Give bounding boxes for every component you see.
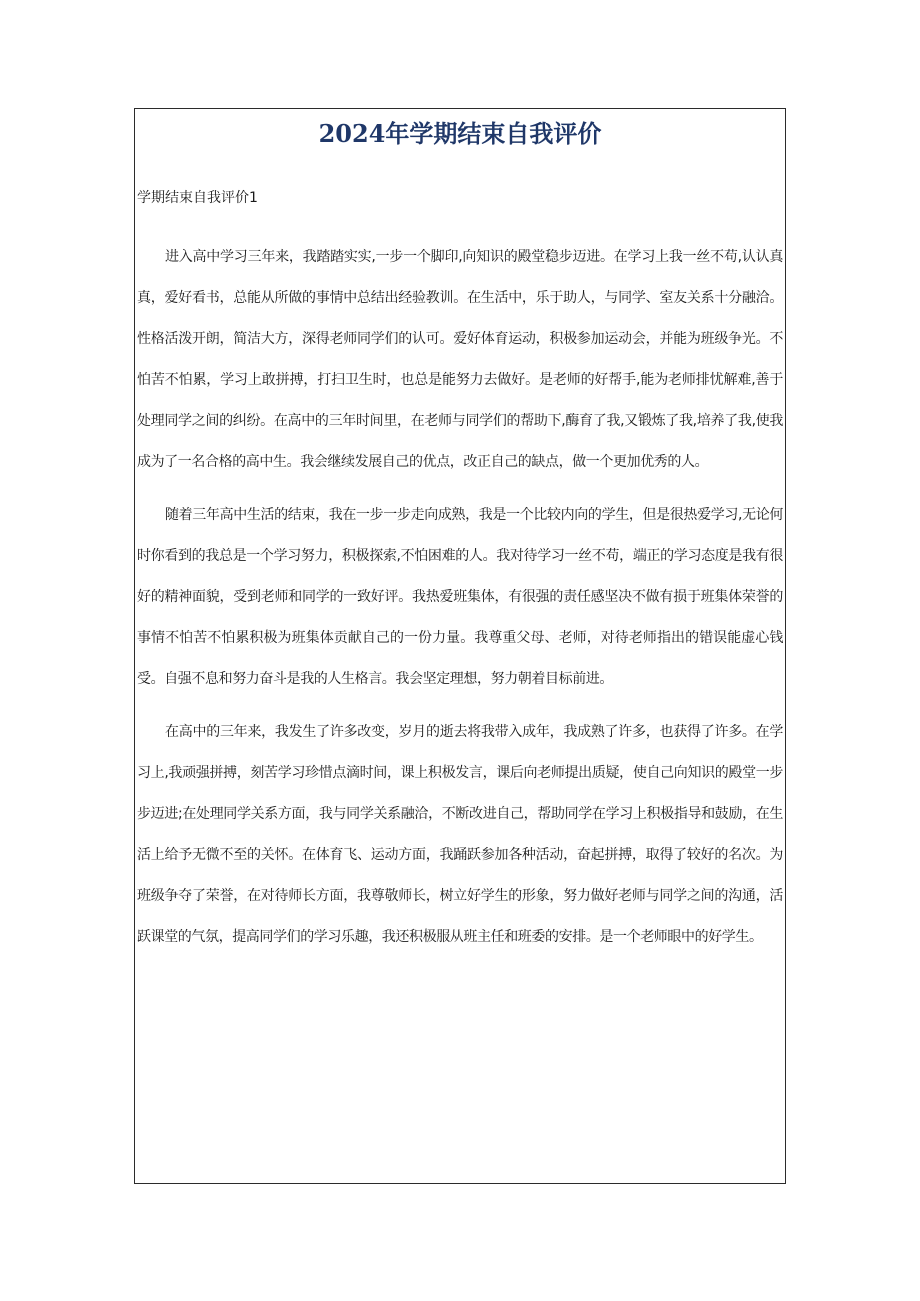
paragraph-2: 随着三年高中生活的结束，我在一步一步走向成熟，我是一个比较内向的学生，但是很热爱学习,无论何时你看到的我总是一个学习努力，积极探索,不怕困难的人。我对待学习一丝不苟，端正的学习态度是我有很好的精神面貌，受到老师和同学的一致好评。我热爱班集体，有很强的责任感坚决不做有损于班集体荣誉的事情不怕苦不怕累积极为班集体贡献自己的一份力量。我尊重父母、老师，对待老师指出的错误能虚心钱受。自强不息和努力奋斗是我的人生格言。我会坚定理想，努力朝着目标前进。 (137, 507, 783, 687)
document-body (137, 186, 783, 970)
paragraph-3: 在高中的三年来，我发生了许多改变，岁月的逝去将我带入成年，我成熟了许多，也获得了许多。在学习上,我顽强拼搏，刻苦学习珍惜点滴时间，课上积极发言，课后向老师提出质疑，使自己向知识的殿堂一步步迈进;在处理同学关系方面，我与同学关系融洽，不断改进自己，帮助同学在学习上积极指导和鼓励，在生活上给予无微不至的关怀。在体育飞、运动方面，我踊跃参加各种活动，奋起拼搏，取得了较好的名次。为班级争夺了荣誉，在对待师长方面，我尊敬师长，树立好学生的形象，努力做好老师与同学之间的沟通，活跃课堂的气氛，提高同学们的学习乐趣，我还积极服从班主任和班委的安排。是一个老师眼中的好学生。 (137, 724, 783, 945)
document-title: 2024年学期结束自我评价 (318, 119, 602, 148)
section-heading: 学期结束自我评价1 (137, 190, 258, 206)
paragraph-1: 进入高中学习三年来，我踏踏实实,一步一个脚印,向知识的殿堂稳步迈进。在学习上我一丝不苟,认认真真，爱好看书，总能从所做的事情中总结出经验教训。在生活中，乐于助人，与同学、室友关系十分融洽。性格活泼开朗，简洁大方，深得老师同学们的认可。爱好体育运动，积极参加运动会，并能为班级争光。不怕苦不怕累，学习上敢拼搏，打扫卫生时，也总是能努力去做好。是老师的好帮手,能为老师排忧解难,善于处理同学之间的纠纷。在高中的三年时间里，在老师与同学们的帮助下,酶育了我,又锻炼了我,培养了我,使我成为了一名合格的高中生。我会继续发展自己的优点，改正自己的缺点，做一个更加优秀的人。 (137, 249, 783, 470)
